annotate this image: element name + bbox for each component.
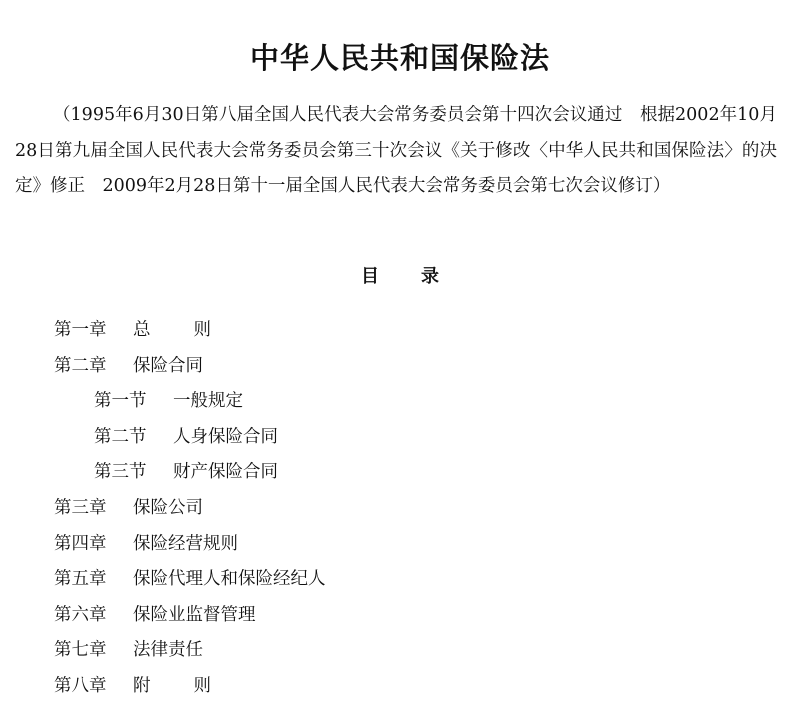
toc-title: 附 则 [133, 675, 211, 696]
toc-number: 第一节 [94, 391, 147, 412]
toc-number: 第三章 [54, 497, 107, 518]
enactment-note: （1995年6月30日第八届全国人民代表大会常务委员会第十四次会议通过 根据2002年10月28日第九届全国人民代表大会常务委员会第三十次会议《关于修改〈中华人民共和国保险法〉的决定》修正 2009年2月28日第十一届全国人民代表大会常务委员会第七次会议修订） [15, 105, 777, 196]
toc-heading-char-2: 录 [421, 266, 439, 287]
toc-title: 总 则 [133, 320, 211, 340]
toc-number: 第三节 [94, 462, 147, 483]
toc-title: 保险代理人和保险经纪人 [133, 569, 326, 590]
table-of-contents [0, 313, 800, 705]
toc-chapter-4[interactable] [0, 527, 800, 563]
toc-number: 第四章 [54, 533, 107, 554]
toc-title: 人身保险合同 [173, 426, 278, 447]
toc-chapter-6[interactable] [0, 598, 800, 634]
toc-number: 第二节 [94, 426, 147, 447]
toc-chapter-5[interactable] [0, 562, 800, 598]
law-title: 中华人民共和国保险法 [249, 41, 550, 75]
toc-heading [0, 260, 800, 294]
toc-number: 第二章 [54, 355, 107, 376]
toc-chapter-3[interactable] [0, 491, 800, 527]
toc-number: 第七章 [54, 640, 107, 661]
toc-title: 财产保险合同 [173, 462, 278, 483]
toc-section-2-2[interactable] [0, 420, 800, 456]
toc-title: 保险经营规则 [133, 533, 238, 554]
toc-section-2-1[interactable] [0, 384, 800, 420]
toc-title: 保险公司 [133, 497, 203, 518]
toc-chapter-8[interactable] [0, 669, 800, 705]
toc-title: 保险合同 [133, 355, 203, 376]
toc-number: 第五章 [54, 569, 107, 590]
toc-title: 法律责任 [133, 640, 203, 661]
toc-title: 一般规定 [173, 391, 243, 412]
toc-title: 保险业监督管理 [133, 604, 256, 625]
toc-number: 第八章 [54, 675, 107, 696]
toc-chapter-2[interactable] [0, 349, 800, 385]
toc-heading-char-1: 目 [361, 266, 379, 287]
toc-number: 第一章 [54, 320, 107, 340]
toc-chapter-1[interactable] [0, 313, 800, 349]
toc-chapter-7[interactable] [0, 633, 800, 669]
toc-section-2-3[interactable] [0, 455, 800, 491]
toc-number: 第六章 [54, 604, 107, 625]
